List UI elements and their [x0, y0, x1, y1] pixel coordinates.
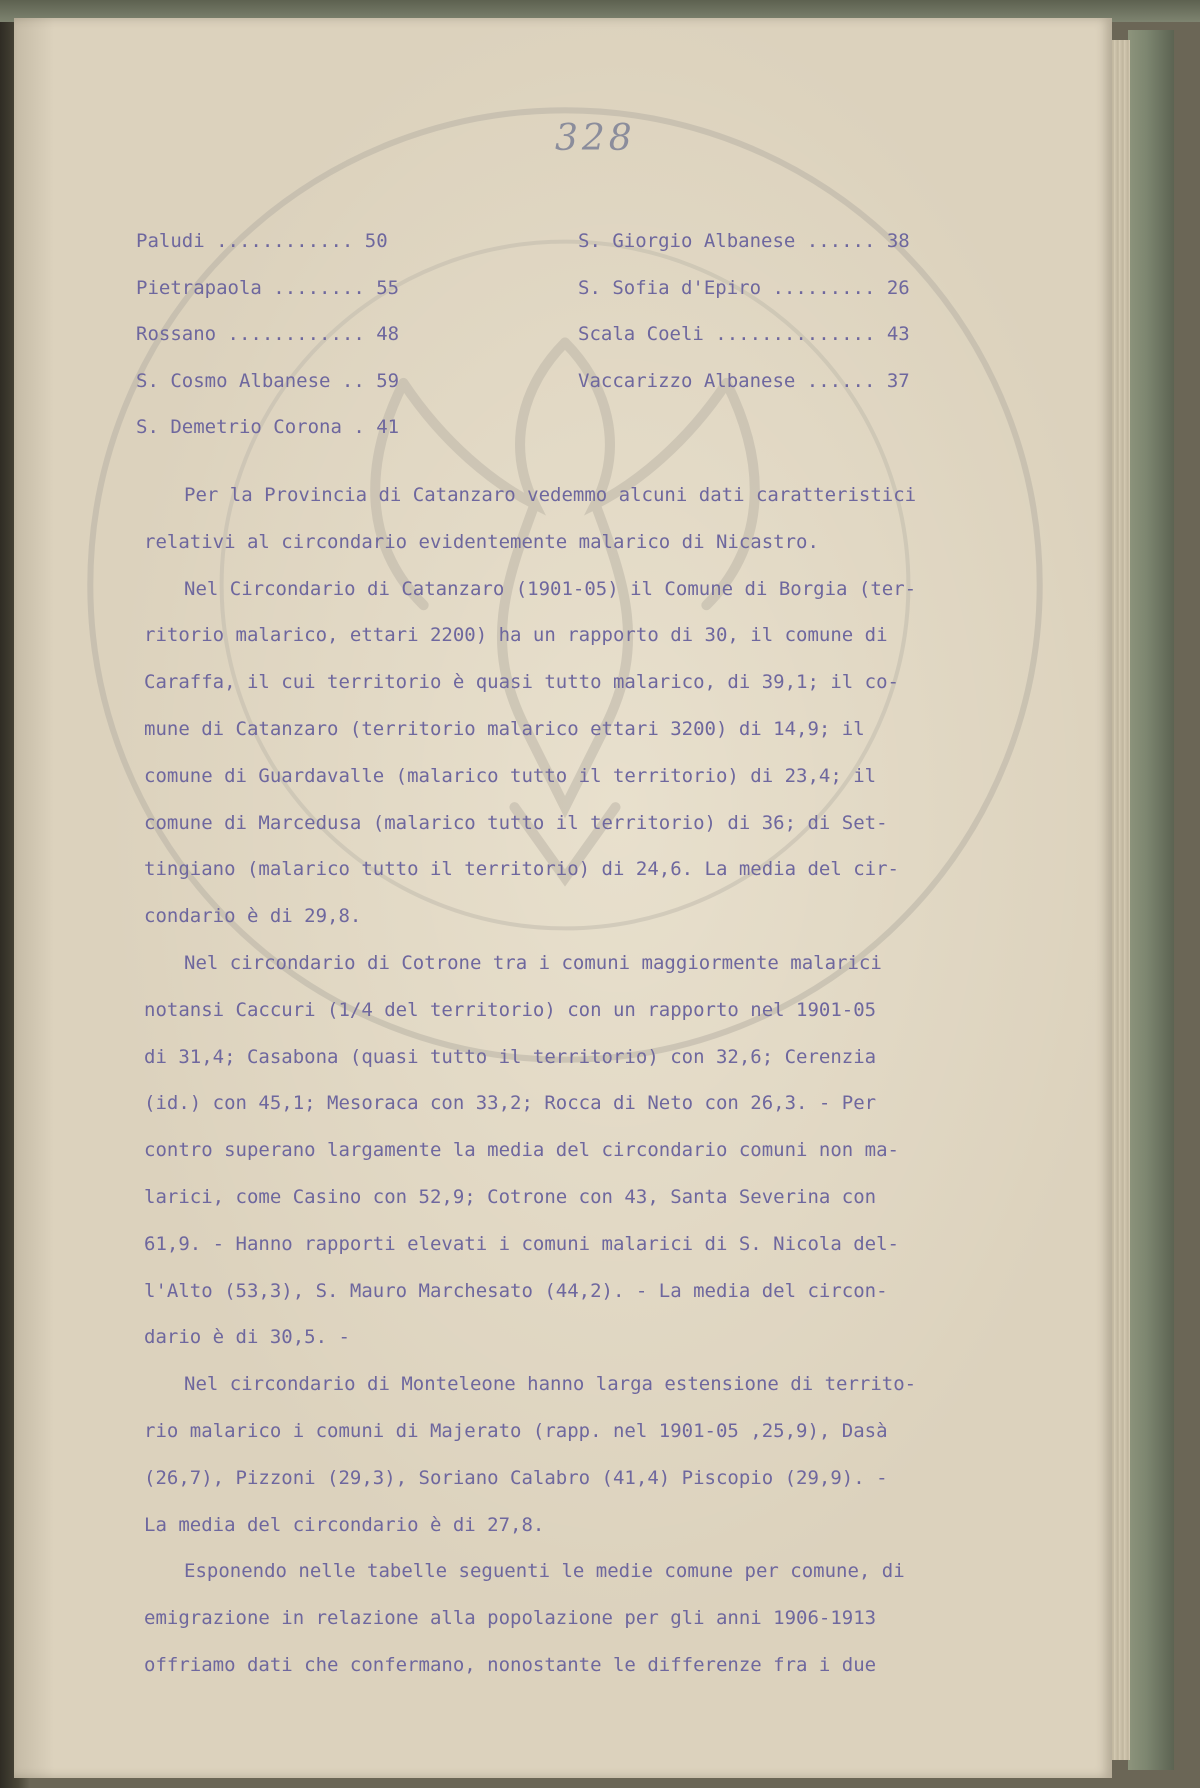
text-line: comune di Guardavalle (malarico tutto il territorio) di 23,4; il	[144, 764, 877, 787]
text-line: ritorio malarico, ettari 2200) ha un rapporto di 30, il comune di	[144, 624, 888, 647]
list-item: S. Demetrio Corona . 41	[136, 416, 400, 438]
text-line: comune di Marcedusa (malarico tutto il territorio) di 36; di Set-	[144, 811, 888, 834]
text-line: La media del circondario è di 27,8.	[144, 1513, 545, 1536]
text-line: Nel circondario di Monteleone hanno larga estensione di territo-	[184, 1373, 917, 1396]
list-item: S. Giorgio Albanese ...... 38	[578, 230, 910, 252]
text-line: tingiano (malarico tutto il territorio) di 24,6. La media del cir-	[144, 858, 899, 881]
text-line: di 31,4; Casabona (quasi tutto il territorio) con 32,6; Cerenzia	[144, 1045, 877, 1068]
text-line: emigrazione in relazione alla popolazione per gli anni 1906-1913	[144, 1607, 877, 1630]
text-line: larici, come Casino con 52,9; Cotrone con 43, Santa Severina con	[144, 1185, 877, 1208]
page-number: 328	[555, 118, 636, 159]
text-line: 61,9. - Hanno rapporti elevati i comuni malarici di S. Nicola del-	[144, 1232, 899, 1255]
text-line: notansi Caccuri (1/4 del territorio) con un rapporto nel 1901-05	[144, 998, 877, 1021]
list-item: Vaccarizzo Albanese ...... 37	[578, 369, 910, 392]
list-item: S. Sofia d'Epiro ......... 26	[578, 276, 910, 299]
text-line: Nel Circondario di Catanzaro (1901-05) il Comune di Borgia (ter-	[184, 577, 917, 600]
text-line: (26,7), Pizzoni (29,3), Soriano Calabro (41,4) Piscopio (29,9). -	[144, 1466, 888, 1489]
body-text	[144, 484, 1084, 1701]
text-line: Caraffa, il cui territorio è quasi tutto malarico, di 39,1; il co-	[144, 671, 899, 694]
text-line: mune di Catanzaro (territorio malarico ettari 3200) di 14,9; il	[144, 717, 865, 740]
text-line: contro superano largamente la media del circondario comuni non ma-	[144, 1139, 899, 1162]
list-item: Paludi ............ 50	[136, 230, 388, 252]
list-item: S. Cosmo Albanese .. 59	[136, 369, 400, 392]
text-line: condario è di 29,8.	[144, 905, 362, 928]
commune-list-right	[578, 230, 910, 416]
text-line: rio malarico i comuni di Majerato (rapp. nel 1901-05 ,25,9), Dasà	[144, 1419, 888, 1442]
list-item: Scala Coeli .............. 43	[578, 323, 910, 345]
text-line: dario è di 30,5. -	[144, 1326, 350, 1349]
commune-list-left	[136, 230, 399, 463]
list-item: Rossano ............ 48	[136, 323, 400, 345]
list-item: Pietrapaola ........ 55	[136, 276, 400, 299]
book-cover-edge	[1128, 30, 1174, 1770]
text-line: Esponendo nelle tabelle seguenti le medie comune per comune, di	[184, 1560, 905, 1583]
text-line: Nel circondario di Cotrone tra i comuni maggiormente malarici	[184, 951, 882, 974]
text-line: (id.) con 45,1; Mesoraca con 33,2; Rocca di Neto con 26,3. - Per	[144, 1092, 877, 1115]
text-line: l'Alto (53,3), S. Mauro Marchesato (44,2). - La media del circon-	[144, 1279, 888, 1302]
text-line: offriamo dati che confermano, nonostante le differenze fra i due	[144, 1653, 877, 1676]
text-line: relativi al circondario evidentemente malarico di Nicastro.	[144, 530, 819, 553]
text-line: Per la Provincia di Catanzaro vedemmo alcuni dati caratteristici	[184, 484, 917, 506]
